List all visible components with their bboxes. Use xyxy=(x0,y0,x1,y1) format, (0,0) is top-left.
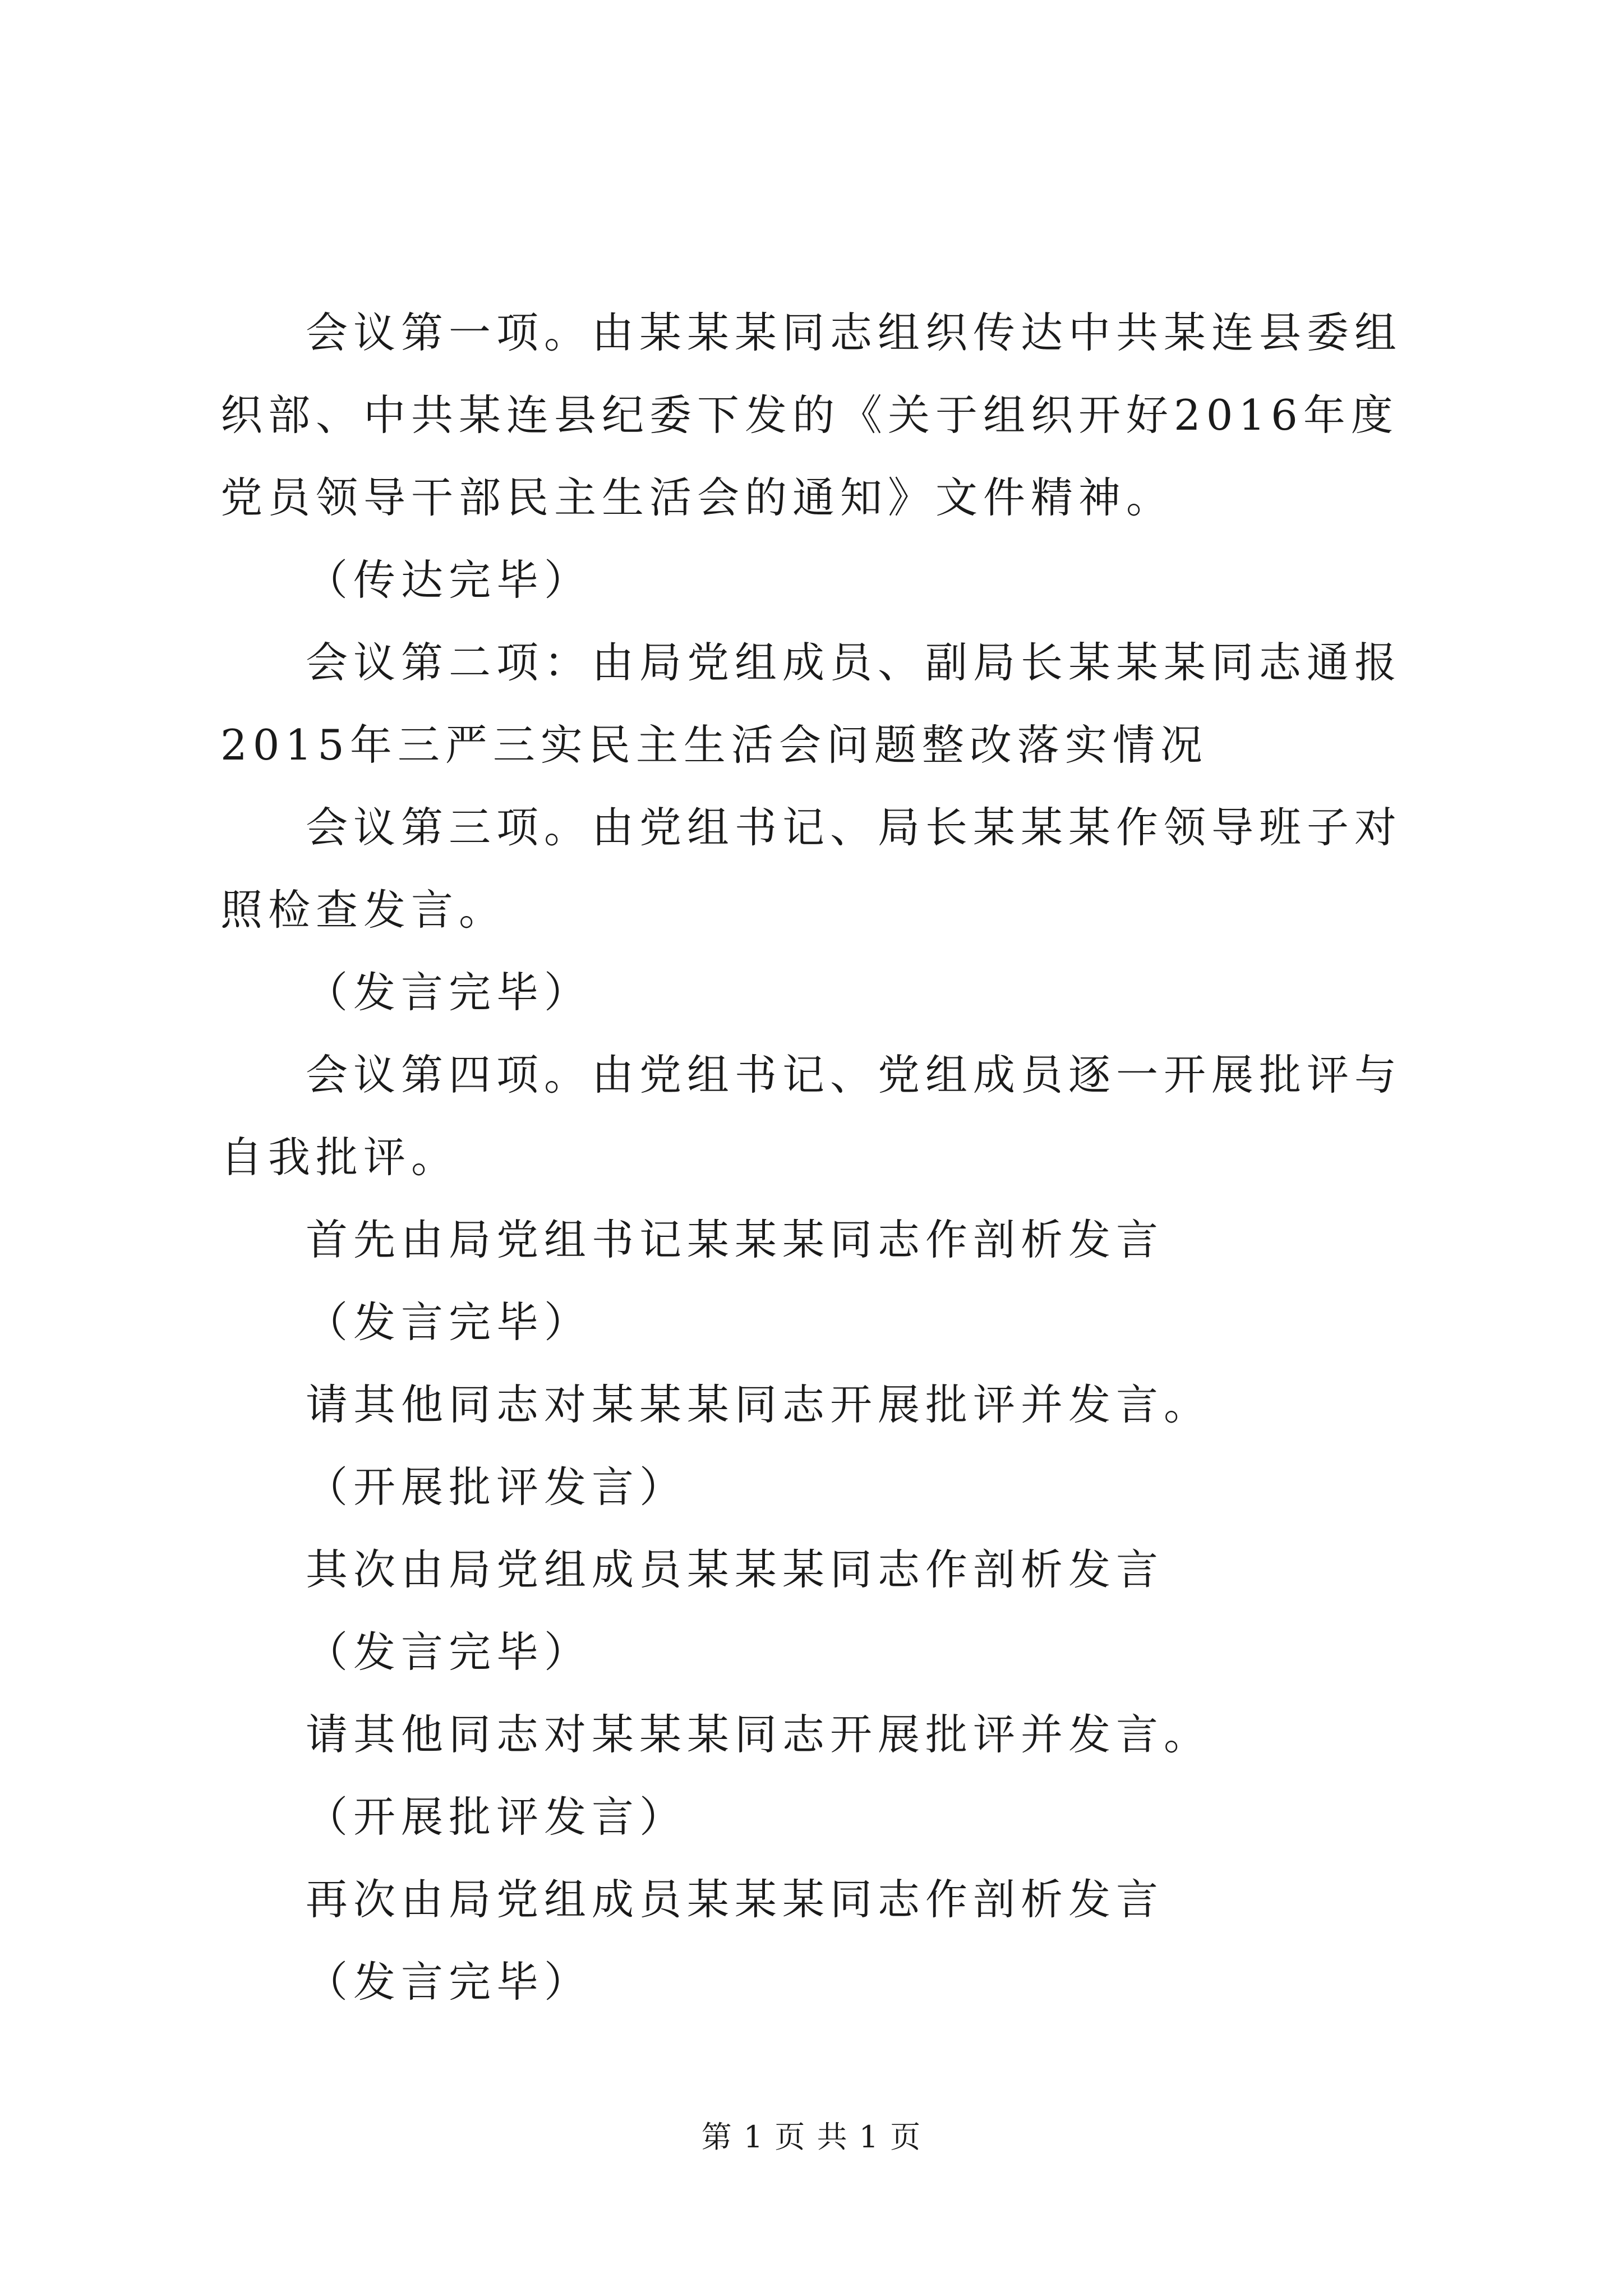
paragraph-criticism-request-1: 请其他同志对某某某同志开展批评并发言。 xyxy=(306,1380,1212,1429)
paragraph-third-analysis: 再次由局党组成员某某某同志作剖析发言 xyxy=(306,1875,1164,1924)
paragraph-item-4: 会议第四项。由党组书记、党组成员逐一开展批评与自我批评。 xyxy=(220,1050,1403,1182)
paragraph-item-2: 会议第二项：由局党组成员、副局长某某某同志通报2015年三严三实民主生活会问题整改落实情况 xyxy=(220,638,1403,770)
paragraph-item-1: 会议第一项。由某某某同志组织传达中共某连县委组织部、中共某连县纪委下发的《关于组织开好2016年度党员领导干部民主生活会的通知》文件精神。 xyxy=(220,308,1403,522)
paragraph-note-criticism-1: （开展批评发言） xyxy=(306,1462,688,1512)
paragraph-note-criticism-2: （开展批评发言） xyxy=(306,1792,688,1842)
page-number-footer: 第 1 页 共 1 页 xyxy=(701,2119,922,2155)
paragraph-item-3: 会议第三项。由党组书记、局长某某某作领导班子对照检查发言。 xyxy=(220,803,1403,935)
paragraph-note-transmit-done: （传达完毕） xyxy=(306,555,592,605)
paragraph-note-speech-done-4: （发言完毕） xyxy=(306,1957,592,2007)
paragraph-second-analysis: 其次由局党组成员某某某同志作剖析发言 xyxy=(306,1545,1164,1594)
paragraph-note-speech-done-2: （发言完毕） xyxy=(306,1297,592,1347)
document-body xyxy=(220,292,1421,2023)
paragraph-criticism-request-2: 请其他同志对某某某同志开展批评并发言。 xyxy=(306,1710,1212,1759)
paragraph-first-analysis: 首先由局党组书记某某某同志作剖析发言 xyxy=(306,1215,1164,1264)
paragraph-note-speech-done-3: （发言完毕） xyxy=(306,1627,592,1677)
paragraph-note-speech-done-1: （发言完毕） xyxy=(306,968,592,1017)
